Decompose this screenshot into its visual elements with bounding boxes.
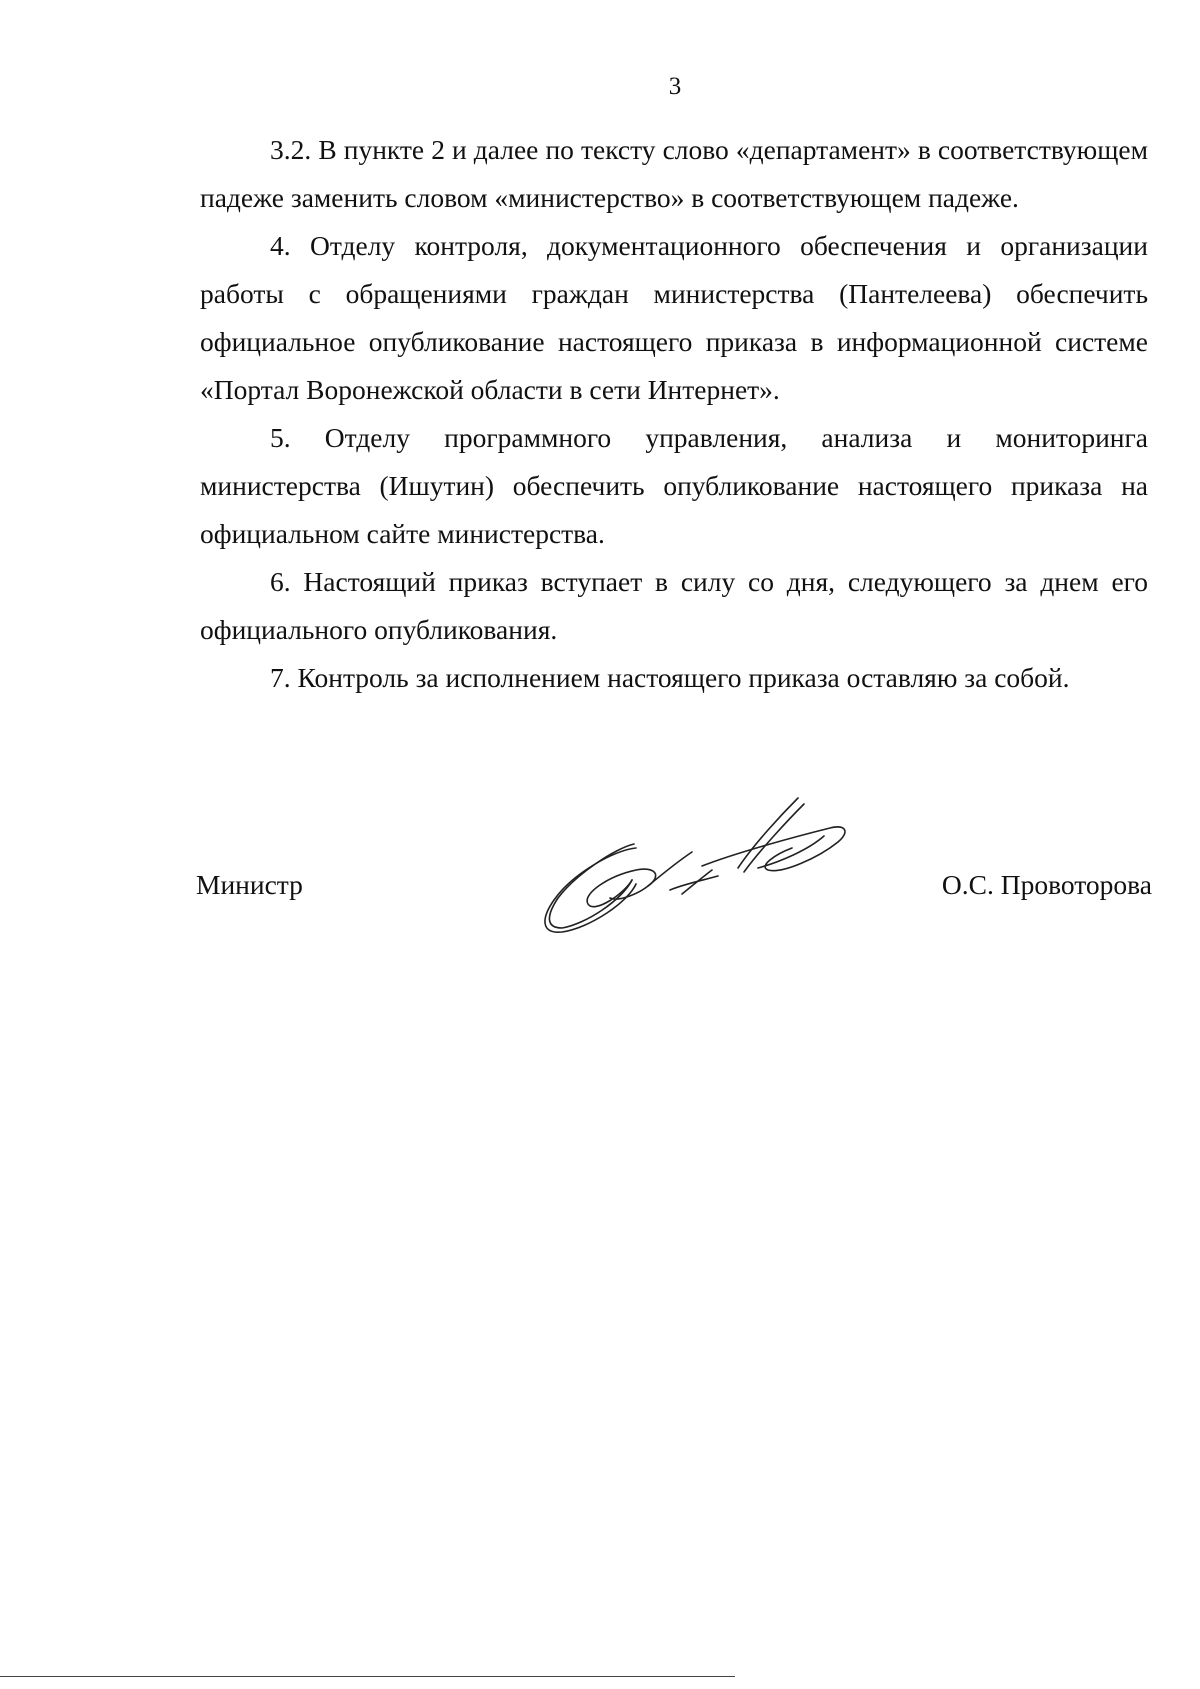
page-bottom-line bbox=[0, 1676, 735, 1677]
paragraph-4: 4. Отделу контроля, документационного обеспечения и организации работы с обращениями граждан министерства (Пантелеева) обеспечить официальное опубликование настоящего приказа в информационной системе «Портал Воронежской области в сети Интернет». bbox=[200, 230, 1148, 405]
document-body bbox=[200, 126, 1148, 702]
paragraph-6: 6. Настоящий приказ вступает в силу со дня, следующего за днем его официального опубликования. bbox=[200, 566, 1148, 645]
signature-block bbox=[196, 790, 1152, 940]
page-number: 3 bbox=[668, 73, 682, 100]
signatory-title: Министр bbox=[196, 869, 303, 900]
paragraph-7: 7. Контроль за исполнением настоящего приказа оставляю за собой. bbox=[270, 662, 1070, 693]
handwritten-signature-icon bbox=[532, 790, 862, 940]
paragraph-5: 5. Отделу программного управления, анализа и мониторинга министерства (Ишутин) обеспечить опубликование настоящего приказа на официальном сайте министерства. bbox=[200, 422, 1148, 549]
paragraph-3-2: 3.2. В пункте 2 и далее по тексту слово «департамент» в соответствующем падеже заменить словом «министерство» в соответствующем падеже. bbox=[200, 134, 1148, 213]
signatory-name: О.С. Провоторова bbox=[941, 869, 1152, 900]
